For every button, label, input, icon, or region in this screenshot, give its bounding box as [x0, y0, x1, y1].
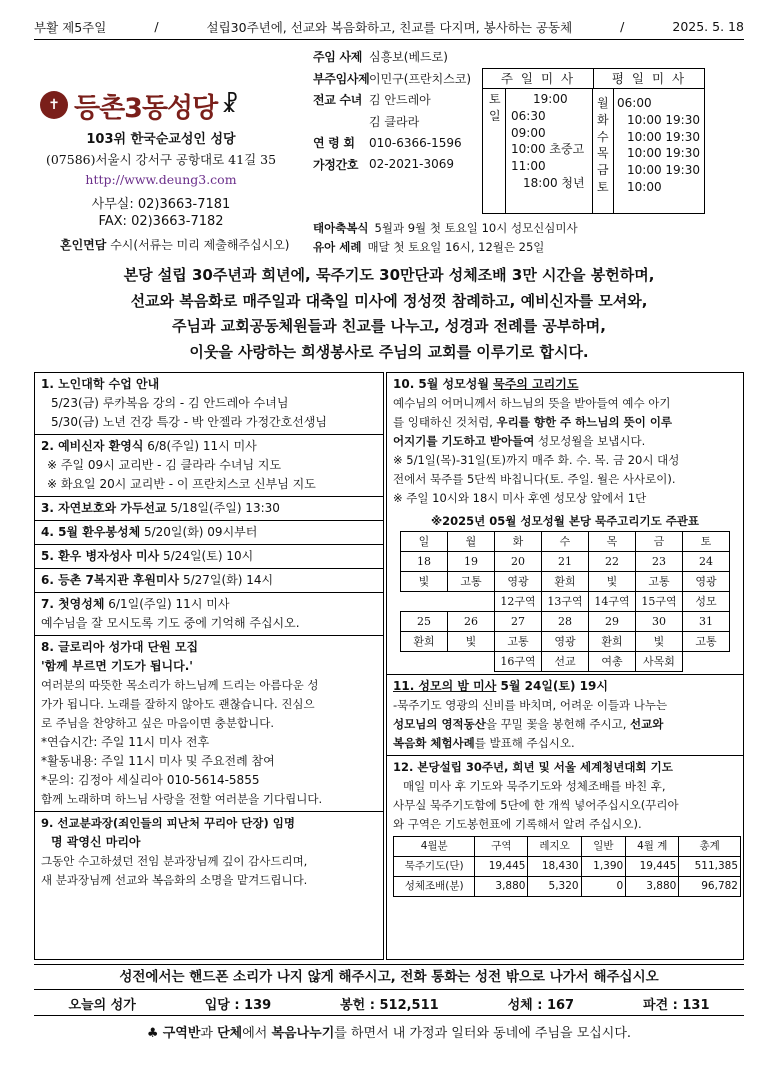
notice-item: 7. 첫영성체 6/1일(주일) 11시 미사 예수님을 잘 모시도록 기도 중에 기억해 주십시오.	[35, 593, 383, 636]
sunday-mass-column: 토 일 19:00 06:30 09:00 10:00 초중고 11:00 18:00 청년	[483, 89, 593, 213]
parish-motto: 설립30주년에, 선교와 복음화하고, 친교를 다지며, 봉사하는 공동체	[206, 19, 573, 35]
notice-item: 10. 5월 성모성월 묵주의 고리기도 예수님의 어머니께서 하느님의 뜻을 받아들여 예수 아기 를 잉태하신 것처럼, 우리를 향한 주 하느님의 뜻이 이루 어지기를 기도하고 받아들여 성모성월을 보냅시다. ※ 5/1일(목)-31일(토)까지 매주 화. 수. 목. 금 20시 대성 전에서 묵주를 5단씩 바칩니다(토. 주일. 월은 사사로이). ※ 주일 10시와 18시 미사 후엔 성모상 앞에서 1단 ※2025년 05월 성모성월 본당 묵주고리기도 주관표 일 월 화 수 목 금 토 18 19 20 21 22 23 24 빛 고통 영광 환희 빛 고통 영광 12구역 13구역 14구역 15구역 성모 25 26 27 28 29 30 31 환희 빛 고통 영광 환희 빛 고통 16구역 선교 여총 사목회	[387, 373, 743, 675]
bulletin-date: 2025. 5. 18	[672, 19, 744, 34]
todays-hymns	[34, 992, 744, 1016]
church-website-link[interactable]: http://www.deung3.com	[85, 172, 237, 187]
church-name: 등촌3동성당	[74, 92, 218, 124]
notice-item: 4. 5월 환우봉성체 5/20일(화) 09시부터	[35, 521, 383, 545]
phone-notice: 성전에서는 핸드폰 소리가 나지 않게 해주시고, 전화 통화는 성전 밖으로 나가서 해주십시오	[34, 964, 744, 990]
sacrament-info: 태아축복식 5월과 9월 첫 토요일 10시 성모신심미사 유아 세례 매달 첫 토요일 16시, 12월은 25일	[313, 220, 578, 254]
sunday-mass-heading: 주 일 미 사	[483, 69, 594, 88]
office-phone: 사무실: 02)3663-7181	[91, 197, 231, 212]
staff-row: 연 령 회 010-6366-1596	[313, 135, 462, 151]
staff-list	[313, 46, 483, 175]
parish-resolution: 본당 설립 30주년과 희년에, 묵주기도 30만단과 성체조배 3만 시간을 봉헌하며, 선교와 복음화로 매주일과 대축일 미사에 정성껏 참례하고, 예비신자를 모셔와, 주님과 교회공동체원들과 친교를 나누고, 성경과 전례를 공부하며, 이웃을 사랑하는 희생봉사로 주님의 교회를 이루기로 합시다.	[123, 266, 655, 361]
staff-row: 가정간호 02-2021-3069	[313, 157, 455, 172]
church-subtitle: 103위 한국순교성인 성당	[86, 132, 236, 147]
notice-item: 8. 글로리아 성가대 단원 모집 '함께 부르면 기도가 됩니다.' 여러분의 따뜻한 목소리가 하느님께 드리는 아름다운 성 가가 됩니다. 노래를 잘하지 않아도 괜찮습니다. 진심으 로 주님을 찬양하고 싶은 마음이면 충분합니다. *연습시간: 주일 11시 미사 전후 *활동내용: 주일 11시 미사 및 주요전례 참여 *문의: 김정아 세실리아 010-5614-5855 함께 노래하며 하느님 사랑을 전할 여러분을 기다립니다.	[35, 636, 383, 812]
bulletin-header	[34, 14, 744, 40]
office-fax: FAX: 02)3663-7182	[98, 214, 224, 229]
liturgical-sunday: 부활 제5주일	[34, 19, 107, 35]
staff-row: 전교 수녀 김 안드레아	[313, 93, 431, 108]
header-slash: /	[154, 19, 159, 34]
notice-item: 6. 등촌 7복지관 후원미사 5/27일(화) 14시	[35, 569, 383, 593]
hymn-entrance: 입당 : 139	[204, 998, 272, 1013]
weekday-mass-heading: 평 일 미 사	[611, 71, 687, 86]
notice-item: 12. 본당설립 30주년, 희년 및 서울 세계청년대회 기도 매일 미사 후 기도와 묵주기도와 성체조배를 바친 후, 사무실 묵주기도함에 5단에 한 개씩 넣어주십시오(꾸리아 와 구역은 기도봉헌표에 기록해서 알려 주십시오). 4월분 구역 레지오 일반 4월 계 총계 묵주기도(단) 19,445 18,430 1,390 19,445 511,385 성체조배(분) 3,880 5,320 0 3,880 96,782	[387, 756, 743, 899]
notice-item: 3. 자연보호와 가두선교 5/18일(주일) 13:30	[35, 497, 383, 521]
staff-row: 김 클라라	[369, 114, 420, 129]
church-logo	[40, 88, 270, 122]
club-icon: ♣	[146, 1026, 159, 1041]
hymn-offertory: 봉헌 : 512,511	[340, 998, 439, 1013]
staff-row: 주임 사제 심흥보(베드로)	[313, 50, 448, 65]
announcements-left	[34, 372, 384, 960]
notice-item: 2. 예비신자 환영식 6/8(주일) 11시 미사 ※ 주일 09시 교리반 - 김 클라라 수녀님 지도 ※ 화요일 20시 교리반 - 이 프란치스코 신부님 지도	[35, 435, 383, 497]
church-emblem-icon: ✝	[40, 91, 68, 119]
notice-item: 9. 선교분과장(죄인들의 피난처 꾸리아 단장) 임명 명 곽영신 마리아 그동안 수고하셨던 전임 분과장님께 깊이 감사드리며, 새 분과장님께 선교와 복음화의 소명을 맡겨드립니다.	[41, 816, 308, 887]
rosary-schedule-table: 일 월 화 수 목 금 토 18 19 20 21 22 23 24 빛 고통 영광 환희 빛 고통 영광 12구역 13구역 14구역 15구역 성모 25 26 27 28 29 30 31 환희 빛 고통 영광 환희 빛 고통 16구역 선교 여총 사목회	[400, 531, 730, 672]
weekday-mass-column: 월 화 수 목 금 토 06:00 10:00 19:30 10:00 19:30 10:00 19:30 10:00 19:30 10:00	[593, 89, 704, 213]
header-slash: /	[620, 19, 625, 34]
chi-rho-icon: ☧	[221, 92, 239, 118]
notice-item: 5. 환우 병자성사 미사 5/24일(토) 10시	[35, 545, 383, 569]
notice-item: 1. 노인대학 수업 안내 5/23(금) 루카복음 강의 - 김 안드레아 수녀님 5/30(금) 노년 건강 특강 - 박 안젤라 가정간호선생님	[35, 373, 383, 435]
wedding-consult: 혼인면담 수시(서류는 미리 제출해주십시오)	[60, 238, 290, 252]
hymn-recessional: 파견 : 131	[643, 998, 710, 1013]
staff-row: 부주임사제 이민구(프란치스코)	[313, 71, 472, 86]
prayer-stats-table: 4월분 구역 레지오 일반 4월 계 총계 묵주기도(단) 19,445 18,430 1,390 19,445 511,385 성체조배(분) 3,880 5,320 0 3,880 96,782	[393, 836, 741, 897]
hymn-communion: 성체 : 167	[507, 998, 575, 1013]
gospel-sharing-note: ♣ 구역반과 단체에서 복음나누기를 하면서 내 가정과 일터와 동네에 주님을 모십시다.	[146, 1026, 632, 1041]
hymn-label: 오늘의 성가	[68, 998, 136, 1013]
church-address: (07586)서울시 강서구 공항대로 41길 35	[45, 152, 277, 167]
notice-item: 11. 성모의 밤 미사 5월 24일(토) 19시 -묵주기도 영광의 신비를 바치며, 어려운 이들과 나누는 성모님의 영적동산을 꾸밀 꽃을 봉헌해 주시고, 선교와 복음화 체험사례를 발표해 주십시오.	[387, 675, 743, 756]
announcements-right	[386, 372, 744, 960]
mass-schedule-table	[482, 68, 705, 214]
